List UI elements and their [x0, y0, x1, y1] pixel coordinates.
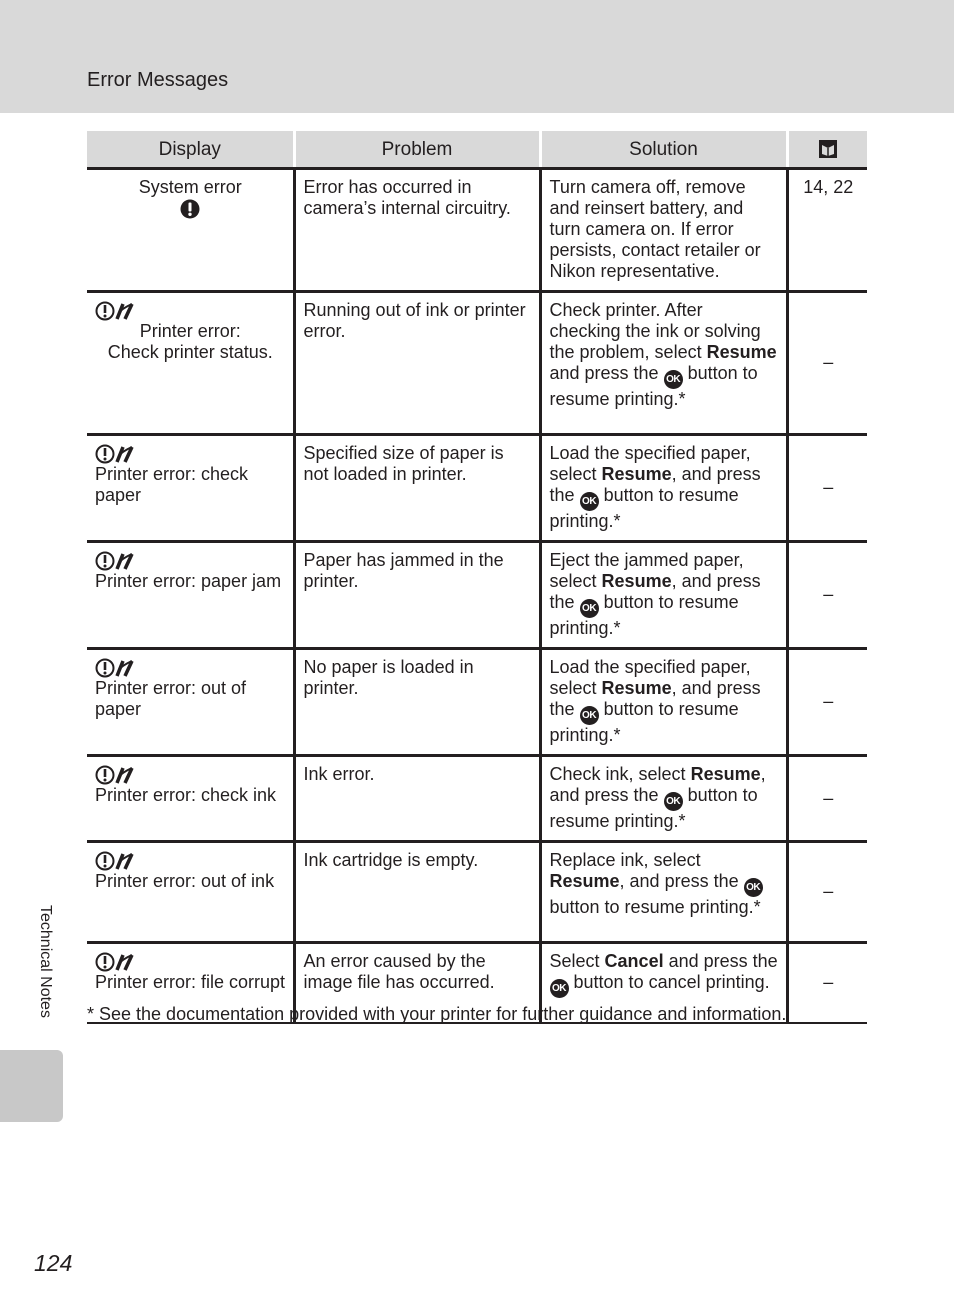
table-row: [87, 842, 867, 943]
ok-button-icon: OK: [664, 792, 683, 811]
display-text: Printer error: check paper: [95, 464, 249, 505]
problem-cell: Ink error.: [294, 756, 540, 842]
display-cell: [87, 756, 294, 842]
section-title: Error Messages: [87, 69, 229, 91]
reference-cell: –: [787, 649, 867, 756]
problem-cell: An error caused by the image file has occurred.: [294, 943, 540, 1023]
problem-cell: Specified size of paper is not loaded in printer.: [294, 435, 540, 542]
table-row: [87, 435, 867, 542]
section-thumb-tab: [0, 1050, 63, 1122]
printer-error-icon: [95, 444, 137, 464]
problem-cell: No paper is loaded in printer.: [294, 649, 540, 756]
table-row: [87, 649, 867, 756]
display-text-line1: Printer error:: [139, 321, 241, 341]
ok-button-icon: OK: [550, 979, 569, 998]
display-text-line2: Check printer status.: [107, 342, 273, 362]
printer-error-icon: [95, 851, 137, 871]
problem-cell: Error has occurred in camera’s internal circuitry.: [294, 169, 540, 292]
side-section-label: Technical Notes: [37, 905, 54, 1018]
printer-error-icon: [95, 658, 137, 678]
reference-cell: 14, 22: [787, 169, 867, 292]
display-cell: [87, 435, 294, 542]
display-text: Printer error: file corrupt: [95, 972, 286, 992]
table-header-row: [87, 131, 867, 169]
solution-cell: Check ink, select Resume, and press the OK button to resume printing.*: [540, 756, 787, 842]
printer-error-icon: [95, 301, 137, 321]
reference-cell: –: [787, 842, 867, 943]
ok-button-icon: OK: [664, 370, 683, 389]
display-text: System error: [138, 177, 242, 197]
display-cell: [87, 842, 294, 943]
printer-error-icon: [95, 952, 137, 972]
display-cell: [87, 542, 294, 649]
solution-cell: Turn camera off, remove and reinsert battery, and turn camera on. If error persists, contact retailer or Nikon representative.: [540, 169, 787, 292]
table-row: [87, 169, 867, 292]
printer-error-icon: [95, 551, 137, 571]
column-header-problem: Problem: [294, 131, 540, 169]
ok-button-icon: OK: [744, 878, 763, 897]
problem-cell: Running out of ink or printer error.: [294, 292, 540, 435]
solution-cell: Replace ink, select Resume, and press the OK button to resume printing.*: [540, 842, 787, 943]
footnote: * See the documentation provided with your printer for further guidance and information.: [87, 1004, 787, 1024]
reference-cell: –: [787, 756, 867, 842]
printer-error-icon: [95, 765, 137, 785]
display-cell: [87, 649, 294, 756]
display-cell: [87, 292, 294, 435]
solution-cell: Select Cancel and press the OK button to cancel printing.: [540, 943, 787, 1023]
column-header-reference: [787, 131, 867, 169]
column-header-display: Display: [87, 131, 294, 169]
error-messages-table: [87, 131, 867, 1024]
header-band: [0, 0, 954, 113]
problem-cell: Ink cartridge is empty.: [294, 842, 540, 943]
table-row: [87, 756, 867, 842]
exclamation-icon: [180, 199, 200, 219]
display-text: Printer error: out of ink: [95, 871, 275, 891]
ok-button-icon: OK: [580, 492, 599, 511]
solution-cell: Load the specified paper, select Resume, and press the OK button to resume printing.*: [540, 649, 787, 756]
column-header-solution: Solution: [540, 131, 787, 169]
display-cell: [87, 169, 294, 292]
page-number: 124: [34, 1250, 73, 1276]
solution-cell: Check printer. After checking the ink or solving the problem, select Resume and press the OK button to resume printing.*: [540, 292, 787, 435]
reference-cell: –: [787, 542, 867, 649]
problem-cell: Paper has jammed in the printer.: [294, 542, 540, 649]
ok-button-icon: OK: [580, 706, 599, 725]
solution-cell: Eject the jammed paper, select Resume, and press the OK button to resume printing.*: [540, 542, 787, 649]
table-row: [87, 542, 867, 649]
reference-cell: –: [787, 943, 867, 1023]
reference-cell: –: [787, 435, 867, 542]
reference-book-icon: [818, 139, 838, 159]
display-text: Printer error: out of paper: [95, 678, 247, 719]
solution-cell: Load the specified paper, select Resume, and press the OK button to resume printing.*: [540, 435, 787, 542]
table-row: [87, 292, 867, 435]
reference-cell: –: [787, 292, 867, 435]
display-text: Printer error: paper jam: [95, 571, 282, 591]
ok-button-icon: OK: [580, 599, 599, 618]
display-text: Printer error: check ink: [95, 785, 277, 805]
